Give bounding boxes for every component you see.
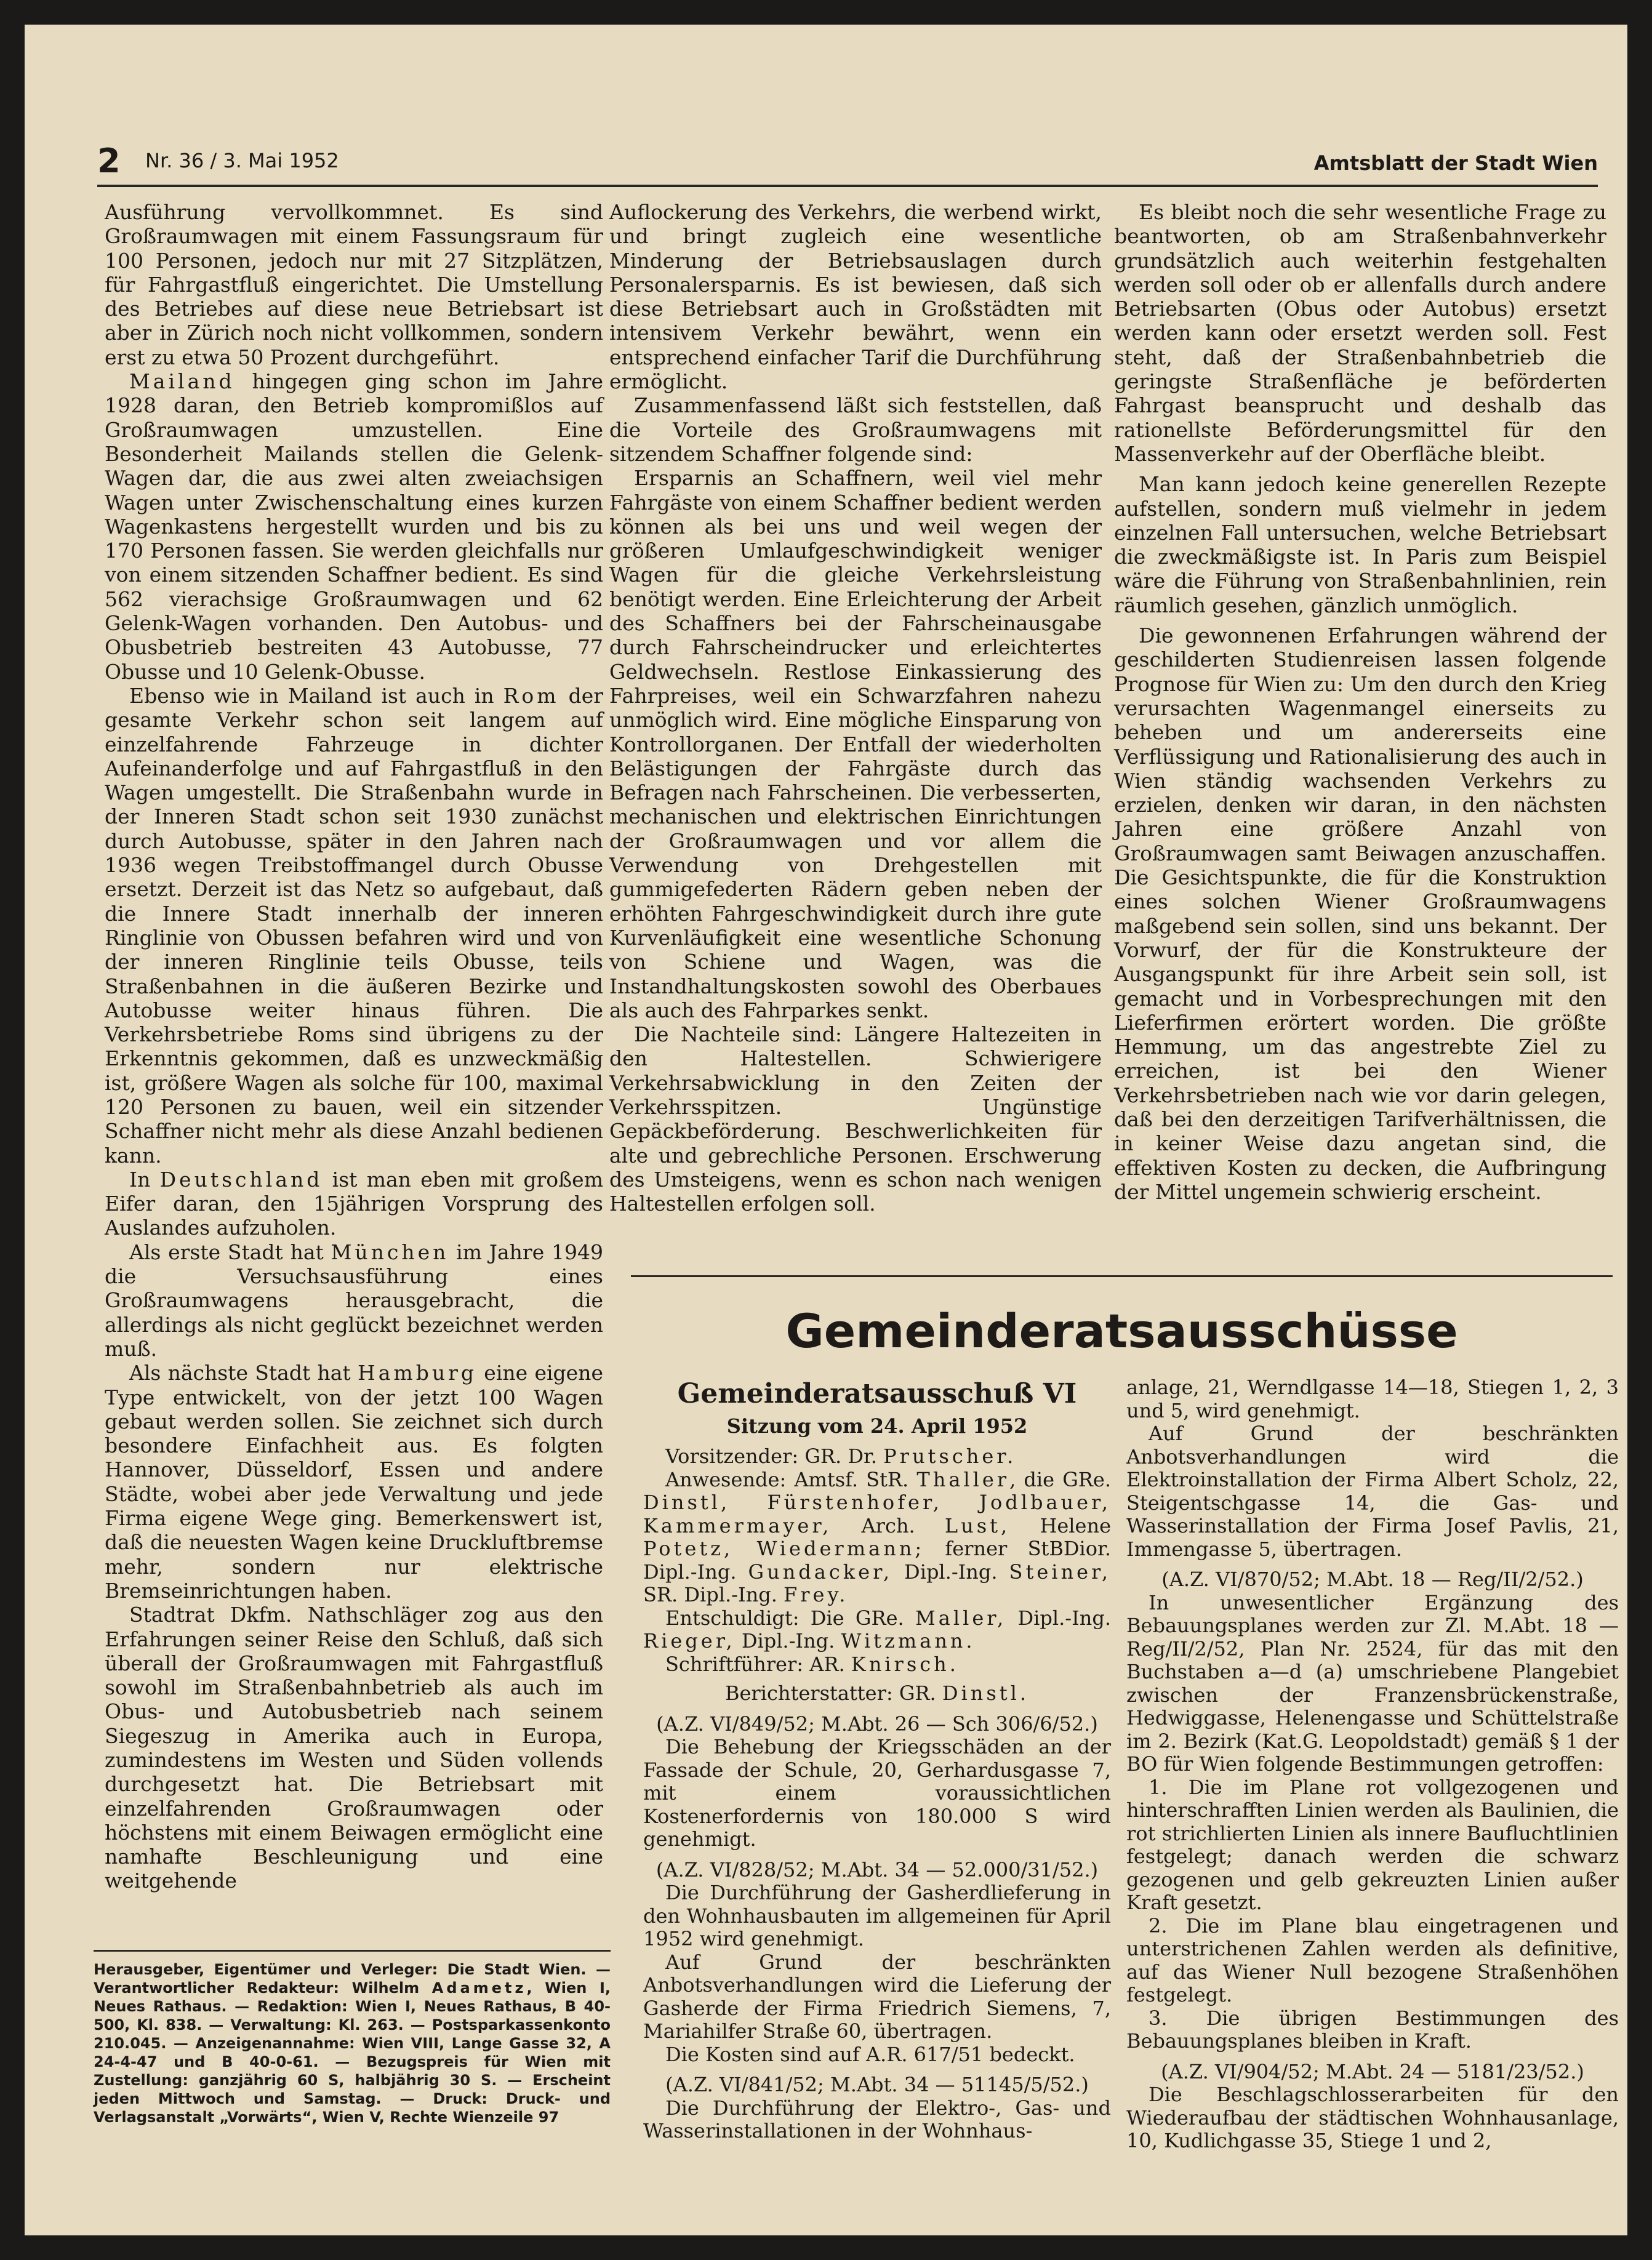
label: Anwesende: Amtsf. StR. [665,1467,917,1491]
agenda-item: Auf Grund der beschränkten Anbotsverhandlungen wird die Lieferung der Gasherde der Firma Friedrich Siemens, 7, Mariahilfer Straße 60, übertragen. [643,1950,1111,2043]
agenda-item: Die Durchführung der Elektro-, Gas- und Wasserinstallationen in der Wohnhaus- [643,2096,1111,2142]
paragraph-text: ist man eben mit großem Eifer daran, den 15jährigen Vorsprung des Auslandes aufzuholen. [105,1167,603,1240]
impressum-part: , Wien I, Neues Rathaus. — Redaktion: Wien I, Neues Rathaus, B 40-500, Kl. 838. — Verwaltung: Kl. 263. — Postsparkassenkonto 210.045. — Anzeigenannahme: Wien VIII, Lange Gasse 32, A 24-4-47 und B 40-0-61. — Bezugspreis für Wien mit Zustellung: ganzjährig 60 S, halbjährig 30 S. — Erscheint jeden Mittwoch und Samstag. — Druck: Druck- und Verlagsanstalt „Vorwärts“, Wien V, Rechte Wienzeile 97 [94,1979,611,2126]
label: Berichterstatter: GR. [724,1681,942,1705]
file-reference: (A.Z. VI/828/52; M.Abt. 34 — 52.000/31/52.) [656,1857,1099,1881]
spaced-country-name: Deutschland [159,1167,323,1192]
article-column-1 [105,200,603,1893]
file-reference: (A.Z. VI/904/52; M.Abt. 24 — 5181/23/52.) [1161,2059,1584,2083]
chair-line [643,1445,1111,1469]
editor-name: Adametz [431,1979,527,1997]
paragraph [105,684,603,1168]
agenda-item: Die Durchführung der Gasherdlieferung in den Wohnhausbauten im allgemeinen für April 1952 wird genehmigt. [643,1881,1111,1950]
session-date: Sitzung vom 24. April 1952 [726,1414,1028,1438]
issue-info: Nr. 36 / 3. Mai 1952 [145,149,339,172]
person-name: Lust, [944,1513,1011,1537]
label: Dipl.-Ing. [892,1560,1009,1584]
spaced-city-name: Hamburg [357,1361,478,1385]
committee-column-right [1126,1376,1619,2153]
agenda-item: Auf Grund der beschränkten Anbotsverhandlungen wird die Elektroinstallation der Firma Albert Scholz, 22, Steigentschgasse 14, die Gas- und Wasserinstallation der Firma Josef Pavlis, 21, Immengasse 5, übertragen. [1126,1422,1619,1561]
attendees-line [643,1469,1111,1607]
page-header [97,142,1598,187]
secretary-line [643,1653,1111,1677]
file-reference: (A.Z. VI/870/52; M.Abt. 18 — Reg/II/2/52.) [1161,1568,1584,1591]
paragraph: Die Nachteile sind: Längere Haltezeiten in den Haltestellen. Schwierigere Verkehrsabwicklung in den Zeiten der Verkehrsspitzen. Ungünstige Gepäckbeförderung. Beschwerlichkeiten für alte und gebrechliche Personen. Erschwerung des Umsteigens, wenn es schon nach wenigen Haltestellen erfolgen soll. [609,1022,1102,1216]
paragraph [105,1361,603,1603]
label: Helene [1010,1513,1112,1537]
paragraph-text: In [129,1167,160,1192]
person-name: Witzmann. [841,1629,976,1653]
section-divider [631,1275,1613,1277]
person-name: Thaller [916,1467,1010,1491]
person-name: Rieger, [643,1629,736,1653]
committee-column-left [643,1376,1111,2143]
paragraph-text: der gesamte Verkehr schon seit langem auf einzelfahrende Fahrzeuge in dichter Aufeinanderfolge und auf Fahrgastfluß in den Wagen umgestellt. Die Straßenbahn wurde in der Inneren Stadt schon seit 1930 zunächst durch Autobusse, später in den Jahren nach 1936 wegen Treibstoffmangel durch Obusse ersetzt. Derzeit ist das Netz so aufgebaut, daß die Innere Stadt innerhalb der inneren Ringlinie von Obussen befahren wird und von der inneren Ringlinie teils Obusse, teils Straßenbahnen in die äußeren Bezirke und Autobusse weiter hinaus führen. Die Verkehrsbetriebe Roms sind übrigens zu der Erkenntnis gekommen, daß es unzweckmäßig ist, größere Wagen als solche für 100, maximal 120 Personen zu bauen, weil ein sitzender Schaffner nicht mehr als diese Anzahl bedienen kann. [105,683,603,1168]
agenda-item: Die Beschlagschlosserarbeiten für den Wiederaufbau der städtischen Wohnhausanlage, 10, Kudlichgasse 35, Stiege 1 und 2, [1126,2083,1619,2152]
label: Dipl.-Ing. [1006,1606,1112,1630]
paragraph [105,1240,603,1361]
label: SR. Dipl.-Ing. [643,1583,784,1606]
article-column-3 [1114,200,1606,1204]
paragraph-text: Als nächste Stadt hat [129,1361,358,1385]
spaced-city-name: München [331,1240,449,1264]
person-name: Dinstl. [942,1681,1030,1705]
paragraph: Stadtrat Dkfm. Nathschläger zog aus den Erfahrungen seiner Reise den Schluß, daß sich überall der Großraumwagen mit Fahrgastfluß sowohl im Straßenbahnbetrieb als auch im Obus- und Autobusbetrieb nach seinem Siegeszug in Amerika auch in Europa, zumindestens im Westen und Süden vollends durchgesetzt hat. Die Betriebsart mit einzelfahrenden Großraumwagen oder höchstens mit einem Beiwagen ermöglicht eine namhafte Beschleunigung und eine weitgehende [105,1603,603,1893]
paragraph: Man kann jedoch keine generellen Rezepte aufstellen, sondern muß vielmehr in jedem einzelnen Fall untersuchen, welche Betriebsart die zweckmäßigste ist. In Paris zum Beispiel wäre die Führung von Straßenbahnlinien, rein räumlich gesehen, gänzlich unmöglich. [1114,472,1606,617]
person-name: Dinstl, Fürstenhofer, Jodlbauer, Kammermayer, [643,1491,1111,1537]
paragraph-text: Als erste Stadt hat [129,1240,331,1264]
paragraph: Zusammenfassend läßt sich feststellen, daß die Vorteile des Großraumwagens mit sitzendem Schaffner folgende sind: [609,393,1102,466]
publication-name: Amtsblatt der Stadt Wien [1313,151,1598,175]
newspaper-page [25,25,1627,2235]
article-column-2 [609,200,1102,1216]
agenda-item: anlage, 21, Werndlgasse 14—18, Stiegen 1, 2, 3 und 5, wird genehmigt. [1126,1376,1619,1422]
person-name: Frey. [784,1583,849,1606]
file-reference: (A.Z. VI/841/52; M.Abt. 34 — 51145/5/52.) [665,2073,1089,2096]
paragraph: Auflockerung des Verkehrs, die werbend wirkt, und bringt zugleich eine wesentliche Minderung der Betriebsauslagen durch Personalersparnis. Es ist bewiesen, daß sich diese Betriebsart auch in Großstädten mit intensivem Verkehr bewährt, wenn ein entsprechend einfacher Tarif die Durchführung ermöglicht. [609,200,1102,394]
impressum [94,1950,611,2126]
paragraph-text: eine eigene Type entwickelt, von der jetzt 100 Wagen gebaut werden sollen. Sie zeichnet sich durch besondere Einfachheit aus. Es folgten Hannover, Düsseldorf, Essen und andere Städte, wobei aber jede Verwaltung und jede Firma eigene Wege ging. Bemerkenswert ist, daß die neuesten Wagen keine Druckluftbremse mehr, sondern nur elektrische Bremseinrichtungen haben. [105,1361,603,1603]
committee-title: Gemeinderatsausschuß VI [677,1378,1077,1409]
paragraph-text: Ebenso wie in Mailand ist auch in [129,683,503,708]
label: ferner StBDior. Dipl.-Ing. [643,1537,1111,1584]
paragraph-text: hingegen ging schon im Jahre 1928 daran, den Betrieb kompromißlos auf Großraumwagen umzustellen. Eine Besonderheit Mailands stellen die Gelenk-Wagen dar, die aus zwei alten zweiachsigen Wagen unter Zwischenschaltung eines kurzen Wagenkastens hergestellt wurden und bis zu 170 Personen fassen. Sie werden gleichfalls nur von einem sitzenden Schaffner bedient. Es sind 562 vierachsige Großraumwagen und 62 Gelenk-Wagen vorhanden. Den Autobus- und Obusbetrieb bestreiten 43 Autobusse, 77 Obusse und 10 Gelenk-Obusse. [105,369,603,684]
paragraph: Ersparnis an Schaffnern, weil viel mehr Fahrgäste von einem Schaffner bedient werden können als bei uns und weil wegen der größeren Umlaufgeschwindigkeit weniger Wagen für die gleiche Verkehrsleistung benötigt werden. Eine Erleichterung der Arbeit des Schaffners bei der Fahrscheinausgabe durch Fahrscheindrucker und erleichtertes Geldwechseln. Restlose Einkassierung des Fahrpreises, weil ein Schwarzfahren nahezu unmöglich wird. Eine mögliche Einsparung von Kontrollorganen. Der Entfall der wiederholten Belästigungen der Fahrgäste durch das Befragen nach Fahrscheinen. Die verbesserten, mechanischen und elektrischen Einrichtungen der Großraumwagen und vor allem die Verwendung von Drehgestellen mit gummigefederten Rädern geben neben der erhöhten Fahrgeschwindigkeit durch ihre gute Kurvenläufigkeit eine wesentliche Schonung von Schiene und Wagen, was die Instandhaltungskosten sowohl des Oberbaues als auch des Fahrparkes senkt. [609,466,1102,1022]
agenda-item: 2. Die im Plane blau eingetragenen und unterstrichenen Zahlen werden als definitive, auf das Wiener Null bezogene Straßenhöhen festgelegt. [1126,1913,1619,2006]
label: Entschuldigt: Die GRe. [665,1606,915,1630]
label: Vorsitzender: GR. Dr. [665,1445,884,1468]
paragraph [105,1168,603,1240]
page-number: 2 [97,142,121,180]
agenda-item: In unwesentlicher Ergänzung des Bebauungsplanes werden zur Zl. M.Abt. 18 — Reg/II/2/52, Plan Nr. 2524, für das mit den Buchstaben a—d (a) umschriebene Plangebiet zwischen der Franzensbrückenstraße, Hedwiggasse, Helenengasse und Schüttelstraße im 2. Bezirk (Kat.G. Leopoldstadt) gemäß § 1 der BO für Wien folgende Bestimmungen getroffen: [1126,1590,1619,1776]
spaced-city-name: Rom [503,683,559,708]
person-name: Maller, [915,1606,1007,1630]
agenda-item: 3. Die übrigen Bestimmungen des Bebauungsplanes bleiben in Kraft. [1126,2006,1619,2053]
spaced-city-name: Mailand [129,369,235,394]
paragraph-text: im Jahre 1949 die Versuchsausführung eines Großraumwagens herausgebracht, die allerdings als nicht geglückt bezeichnet werden muß. [105,1240,603,1361]
person-name: Knirsch. [851,1652,959,1676]
paragraph: Die gewonnenen Erfahrungen während der geschilderten Studienreisen lassen folgende Prognose für Wien zu: Um den durch den Krieg verursachten Wagenmangel einerseits zu beheben und um andererseits eine Verflüssigung und Rationalisierung des auch in Wien ständig wachsenden Verkehrs zu erzielen, denken wir daran, in den nächsten Jahren eine größere Anzahl von Großraumwagen samt Beiwagen anzuschaffen. Die Gesichtspunkte, die für die Konstruktion eines solchen Wiener Großraumwagens maßgebend sein sollen, sind uns bekannt. Der Vorwurf, der für die Konstrukteure der Ausgangspunkt für ihre Arbeit sein soll, ist gemacht und in Vorbesprechungen mit den Lieferfirmen erörtert worden. Die größte Hemmung, um das angestrebte Ziel zu erreichen, ist bei den Wiener Verkehrsbetrieben nach wie vor darin gelegen, daß bei den derzeitigen Tarifverhältnissen, die in keiner Weise dazu angetan sind, die effektiven Kosten zu decken, die Aufbringung der Mittel ungemein schwierig erscheint. [1114,623,1606,1204]
person-name: Prutscher. [883,1445,1017,1468]
file-reference: (A.Z. VI/849/52; M.Abt. 26 — Sch 306/6/52.) [656,1712,1098,1736]
impressum-text [94,1960,611,2126]
person-name: Potetz, Wiedermann; [643,1537,925,1560]
person-name: Steiner, [1009,1560,1111,1584]
label: Dipl.-Ing. [735,1629,841,1653]
agenda-item: Die Kosten sind auf A.R. 617/51 bedeckt. [665,2042,1075,2066]
agenda-item: Die Behebung der Kriegsschäden an der Fassade der Schule, 20, Gerhardusgasse 7, mit einem voraussichtlichen Kostenerfordernis von 180.000 S wird genehmigt. [643,1735,1111,1851]
label: , die GRe. [1009,1467,1112,1491]
paragraph: Es bleibt noch die sehr wesentliche Frage zu beantworten, ob am Straßenbahnverkehr grundsätzlich auch weiterhin festgehalten werden soll oder ob er allenfalls durch andere Betriebsarten (Obus oder Autobus) ersetzt werden kann oder ersetzt werden soll. Fest steht, daß der Straßenbahnbetrieb die geringste Straßenfläche je beförderten Fahrgast beansprucht und deshalb das rationellste Beförderungsmittel für den Massenverkehr auf der Oberfläche bleibt. [1114,200,1606,466]
impressum-part: Herausgeber, Eigentümer und Verleger: Die Stadt Wien. — Verantwortlicher Redakteur: Wilhelm [94,1961,611,1997]
person-name: Gundacker, [748,1560,893,1584]
agenda-item: 1. Die im Plane rot vollgezogenen und hinterschrafften Linien werden als Baulinien, die rot strichlierten Linien als innere Baufluchtlinien festgelegt; danach werden die schwarz gezogenen und gelb gekreuzten Linien außer Kraft gesetzt. [1126,1775,1619,1914]
paragraph: Ausführung vervollkommnet. Es sind Großraumwagen mit einem Fassungsraum für 100 Personen, jedoch nur mit 27 Sitzplätzen, für Fahrgastfluß eingerichtet. Die Umstellung des Betriebes auf diese neue Betriebsart ist aber in Zürich noch nicht vollkommen, sondern erst zu etwa 50 Prozent durchgeführt. [105,200,603,369]
label: Arch. [832,1513,945,1537]
section-title: Gemeinderatsausschüsse [785,1304,1458,1358]
reporter-line [643,1682,1111,1705]
paragraph [105,369,603,684]
label: Schriftführer: AR. [665,1652,851,1676]
excused-line [643,1607,1111,1653]
